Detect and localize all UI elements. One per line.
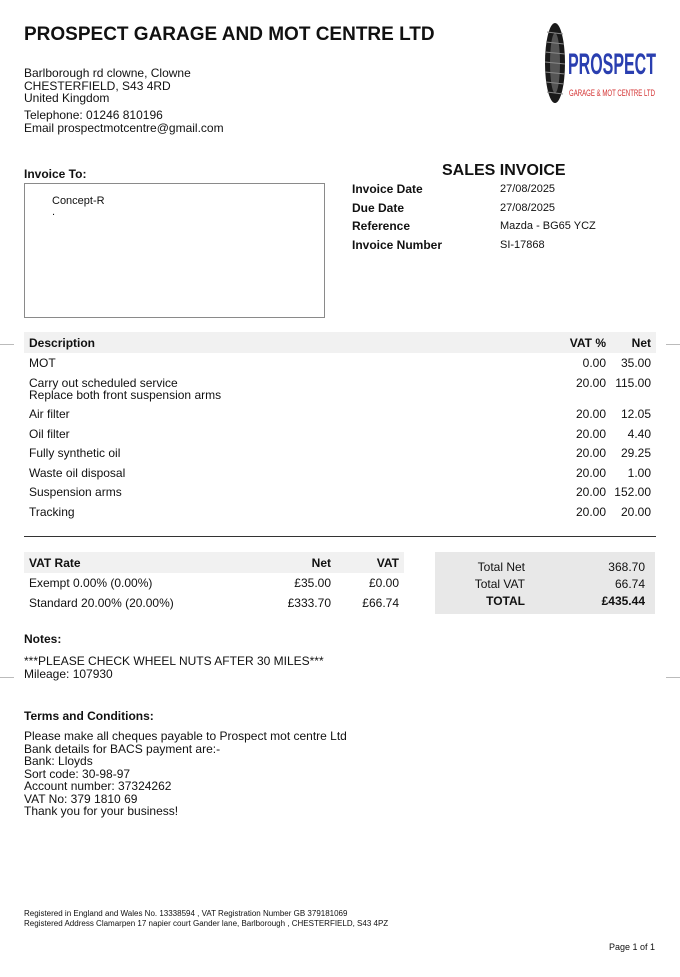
item-description-line: Carry out scheduled service xyxy=(29,375,178,390)
logo-word: PROSPECT xyxy=(568,48,656,81)
item-row xyxy=(24,443,656,463)
vat-summary-table xyxy=(24,552,404,613)
col-vat: VAT % xyxy=(569,335,606,350)
item-net: 35.00 xyxy=(620,356,651,370)
item-vat: 20.00 xyxy=(575,407,606,421)
terms-line: Account number: 37324262 xyxy=(24,779,172,793)
address-line: Barlborough rd clowne, Clowne xyxy=(24,66,191,80)
item-description xyxy=(29,506,526,519)
col-net: Net xyxy=(311,555,331,570)
totals-box xyxy=(435,552,655,614)
meta-row-invoice-date xyxy=(352,180,652,199)
footer-registration: Registered in England and Wales No. 13338594 , VAT Registration Number GB 379181069 xyxy=(24,909,348,918)
total-net-value: 368.70 xyxy=(608,559,645,574)
item-row xyxy=(24,353,656,373)
item-vat: 0.00 xyxy=(582,356,606,370)
meta-value: Mazda - BG65 YCZ xyxy=(500,220,596,233)
fold-mark xyxy=(0,344,14,345)
item-net: 152.00 xyxy=(614,485,651,499)
item-row xyxy=(24,373,656,405)
vat-amount: £0.00 xyxy=(368,576,399,590)
item-net: 4.40 xyxy=(627,426,651,441)
total-net-label: Total Net xyxy=(477,559,525,574)
company-contact xyxy=(24,109,224,134)
item-description-line: Suspension arms xyxy=(29,485,122,499)
terms-body xyxy=(24,730,347,818)
items-header xyxy=(24,332,656,353)
vat-summary-header xyxy=(24,552,404,573)
grand-total-label: TOTAL xyxy=(486,593,525,608)
item-net: 20.00 xyxy=(620,504,651,519)
company-address xyxy=(24,67,191,105)
terms-line: Bank details for BACS payment are:- xyxy=(24,741,221,756)
vat-net: £333.70 xyxy=(287,596,331,610)
meta-key: Due Date xyxy=(352,200,405,215)
items-divider xyxy=(24,536,656,537)
terms-line: Sort code: 30-98-97 xyxy=(24,766,131,781)
vat-rate: Standard 20.00% (20.00%) xyxy=(29,596,174,610)
item-description xyxy=(29,428,526,441)
vat-net: £35.00 xyxy=(294,576,331,590)
item-vat: 20.00 xyxy=(575,485,606,499)
vat-summary-row xyxy=(24,573,404,593)
total-net-row xyxy=(435,558,655,575)
item-row xyxy=(24,502,656,522)
meta-key: Reference xyxy=(352,219,411,234)
page-number: Page 1 of 1 xyxy=(609,942,656,952)
terms-label: Terms and Conditions: xyxy=(24,709,154,723)
company-logo xyxy=(543,20,658,106)
telephone: Telephone: 01246 810196 xyxy=(24,108,163,122)
item-description xyxy=(29,447,526,460)
tyre-logo-icon xyxy=(543,20,658,106)
total-vat-label: Total VAT xyxy=(474,576,525,591)
item-row xyxy=(24,482,656,502)
footer-address: Registered Address Clamarpen 17 napier court Gander lane, Barlborough , CHESTERFIELD, S43 4PZ xyxy=(24,919,389,928)
item-vat: 20.00 xyxy=(575,504,606,519)
fold-mark xyxy=(0,677,14,678)
meta-key: Invoice Number xyxy=(352,237,443,252)
meta-row-due-date xyxy=(352,199,652,218)
item-description-line: Replace both front suspension arms xyxy=(29,388,222,402)
note-line: Mileage: 107930 xyxy=(24,666,113,681)
meta-key: Invoice Date xyxy=(352,182,423,197)
item-vat: 20.00 xyxy=(575,375,606,390)
notes-label: Notes: xyxy=(24,632,62,646)
customer-address: . xyxy=(52,206,56,218)
vat-amount: £66.74 xyxy=(362,596,399,610)
item-description xyxy=(29,377,526,402)
item-description-line: Tracking xyxy=(29,504,75,519)
grand-total-row xyxy=(435,592,655,609)
item-description-line: Waste oil disposal xyxy=(29,465,126,480)
col-description: Description xyxy=(29,335,96,350)
item-net: 1.00 xyxy=(627,465,651,480)
meta-row-reference xyxy=(352,217,652,236)
fold-mark xyxy=(666,344,680,345)
item-description xyxy=(29,408,526,421)
terms-line: Bank: Lloyds xyxy=(24,754,93,768)
meta-value: SI-17868 xyxy=(500,238,545,251)
customer-name: Concept-R xyxy=(52,195,105,207)
item-description xyxy=(29,486,526,499)
item-net: 115.00 xyxy=(615,375,651,390)
company-name: PROSPECT GARAGE AND MOT CENTRE LTD xyxy=(24,24,435,45)
terms-line: Please make all cheques payable to Prospect mot centre Ltd xyxy=(24,729,347,743)
meta-value: 27/08/2025 xyxy=(500,201,556,214)
item-description-line: Fully synthetic oil xyxy=(29,446,121,460)
item-rows xyxy=(24,353,656,521)
footer xyxy=(24,909,388,929)
meta-value: 27/08/2025 xyxy=(500,183,556,196)
item-net: 29.25 xyxy=(620,446,651,460)
total-vat-row xyxy=(435,575,655,592)
vat-rate: Exempt 0.00% (0.00%) xyxy=(29,576,153,590)
invoice-to-label: Invoice To: xyxy=(24,167,87,181)
col-net: Net xyxy=(631,335,651,350)
item-row xyxy=(24,424,656,444)
sales-invoice-title: SALES INVOICE xyxy=(442,162,566,179)
col-vat-rate: VAT Rate xyxy=(29,555,81,570)
col-vat: VAT xyxy=(376,555,399,570)
fold-mark xyxy=(666,677,680,678)
item-description xyxy=(29,467,526,480)
logo-tagline: GARAGE & MOT CENTRE LTD xyxy=(569,88,656,99)
item-vat: 20.00 xyxy=(575,465,606,480)
item-description-line: Oil filter xyxy=(29,426,70,441)
terms-line: Thank you for your business! xyxy=(24,804,179,818)
item-vat: 20.00 xyxy=(575,426,606,441)
item-row xyxy=(24,463,656,483)
total-vat-value: 66.74 xyxy=(614,576,645,591)
address-line: United Kingdom xyxy=(24,91,110,105)
item-net: 12.05 xyxy=(620,407,651,421)
item-vat: 20.00 xyxy=(575,446,606,460)
invoice-meta xyxy=(352,180,652,254)
item-description-line: MOT xyxy=(29,356,56,370)
meta-row-invoice-number xyxy=(352,236,652,255)
invoice-to-box xyxy=(24,183,325,318)
items-table xyxy=(24,332,656,521)
grand-total-value: £435.44 xyxy=(601,593,645,608)
email: Email prospectmotcentre@gmail.com xyxy=(24,120,224,135)
address-line: CHESTERFIELD, S43 4RD xyxy=(24,78,171,93)
vat-summary-row xyxy=(24,593,404,613)
item-description xyxy=(29,357,526,370)
note-line: ***PLEASE CHECK WHEEL NUTS AFTER 30 MILES*** xyxy=(24,654,324,668)
notes-body xyxy=(24,655,324,680)
item-description-line: Air filter xyxy=(29,407,70,421)
item-row xyxy=(24,404,656,424)
terms-line: VAT No: 379 1810 69 xyxy=(24,791,138,806)
